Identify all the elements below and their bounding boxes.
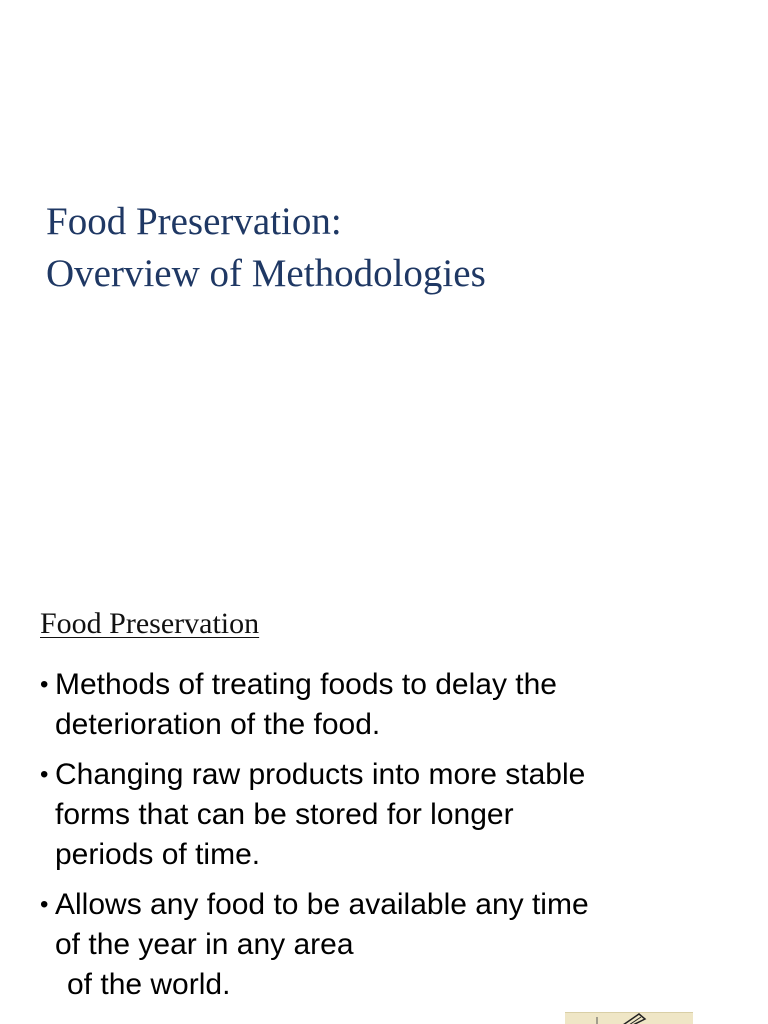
illustration-image (565, 1012, 693, 1024)
illustration-drawing (565, 1013, 693, 1024)
bullet-line: forms that can be stored for longer (55, 798, 514, 831)
bullet-item (40, 885, 740, 1005)
bullet-line: Changing raw products into more stable (55, 758, 586, 791)
bullet-marker: • (40, 671, 49, 698)
bullet-item (40, 665, 740, 745)
bullet-list (40, 665, 740, 1005)
bullet-marker: • (40, 761, 49, 788)
bullet-line: Methods of treating foods to delay the (55, 668, 557, 701)
section-heading: Food Preservation (40, 607, 260, 640)
bullet-marker: • (40, 891, 49, 918)
bullet-item (40, 755, 740, 875)
slide-title (46, 196, 746, 300)
slide-title-line-1: Food Preservation: (46, 200, 342, 243)
bullet-line: periods of time. (55, 838, 261, 871)
bullet-line: Allows any food to be available any time (55, 888, 589, 921)
bullet-line: of the world. (67, 968, 231, 1001)
bullet-line: of the year in any area (55, 928, 354, 961)
slide-title-line-2: Overview of Methodologies (46, 252, 486, 295)
bullet-line: deterioration of the food. (55, 708, 381, 741)
